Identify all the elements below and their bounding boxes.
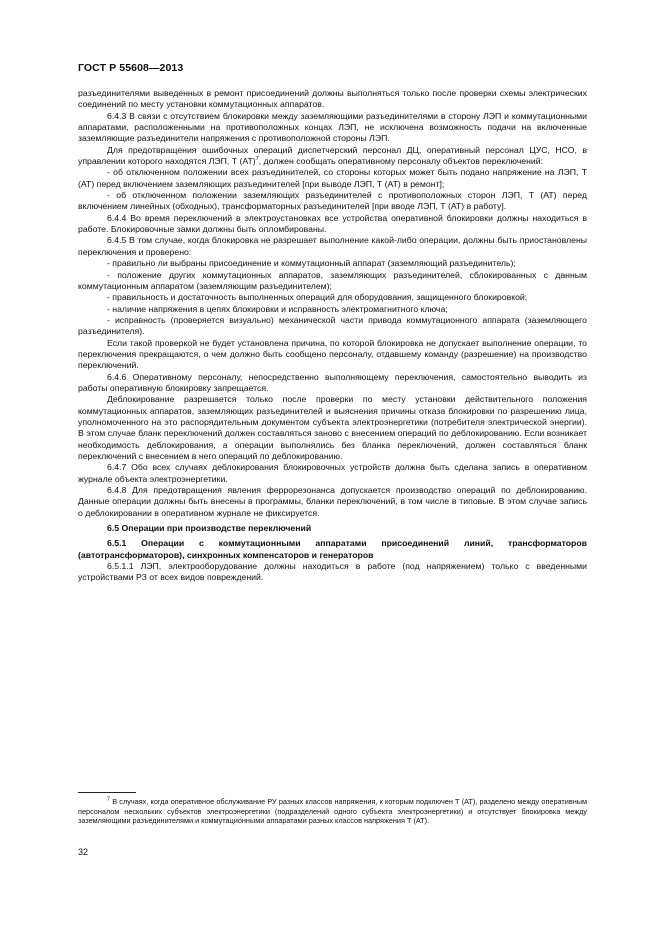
page-number: 32 — [78, 847, 89, 857]
document-body — [78, 88, 587, 584]
paragraph-text: , должен сообщать оперативному персоналу объектов переключений: — [258, 156, 544, 167]
list-item: - об отключенном положении заземляющих разъединителей с противоположных сторон ЛЭП, Т (АТ) перед включением линейных (обходных), трансформаторных разъединителей [при вводе ЛЭП, Т (АТ) в работу]. — [78, 190, 587, 212]
list-item: - наличие напряжения в цепях блокировки и исправность электромагнитного ключа; — [107, 303, 448, 314]
footnote-mark: 7 — [107, 796, 111, 803]
list-item: - исправность (проверяется визуально) механической части привода коммутационного аппарата (заземляющего разъединителя). — [78, 314, 587, 337]
paragraph: 6.4.7 Обо всех случаях деблокирования блокировочных устройств должна быть сделана запись в оперативном журнале объекта электроэнергетики. — [78, 462, 587, 484]
subsection-heading: 6.5.1 Операции с коммутационными аппаратами присоединений линий, трансформаторов (автотрансформаторов), синхронных компенсаторов и генераторов — [78, 538, 587, 560]
footnote-divider — [78, 792, 136, 793]
paragraph: 6.4.6 Оперативному персоналу, непосредственно выполняющему переключения, самостоятельно выводить из работы оперативную блокировку запрещается. — [78, 371, 587, 393]
paragraph: 6.4.3 В связи с отсутствием блокировки между заземляющими разъединителями в сторону ЛЭП и коммутационными аппаратами, расположенными на противоположных концах ЛЭП, не исключена возможность подачи на включенные заземляющие разъединители напряжения с противоположной стороны ЛЭП. — [78, 110, 587, 144]
paragraph: Если такой проверкой не будет установлена причина, по которой блокировка не допускает выполнение операции, то переключения прекращаются, о чем должно быть сообщено персоналу, отдавшему команду (разрешение) на производство переключений. — [78, 337, 587, 371]
paragraph: разъединителями выведенных в ремонт присоединений должны выполняться только после проверки схемы электрических соединений по месту установки коммутационных аппаратов. — [78, 88, 587, 110]
footnote-reference[interactable]: 7 — [255, 156, 259, 163]
document-header: ГОСТ Р 55608—2013 — [78, 62, 184, 74]
list-item: - правильность и достаточность выполненных операций для оборудования, защищенного блокировкой; — [107, 292, 528, 303]
paragraph: 6.5.1.1 ЛЭП, электрооборудование должны находиться в работе (под напряжением) только с введенными устройствами РЗ от всех видов повреждений. — [78, 561, 587, 583]
list-item: - правильно ли выбраны присоединение и коммутационный аппарат (заземляющий разъединитель); — [107, 258, 516, 269]
footnote-text: В случаях, когда оперативное обслуживание РУ разных классов напряжения, к которым подключен Т (АТ), разделено между оперативным персоналом нескольких субъектов электроэнергетики (подразделений одного субъекта электроэнергетики) и отсутствует блокировка между заземляющими разъединителями и коммутационными аппаратами разных классов напряжения Т (АТ). — [78, 797, 587, 826]
paragraph-text: Для предотвращения ошибочных операций диспетчерский персонал ДЦ, оперативный персонал ЦУС, НСО, в управлении которого находятся ЛЭП, Т (АТ) — [78, 144, 587, 167]
paragraph: 6.4.5 В том случае, когда блокировка не разрешает выполнение какой-либо операции, должны быть приостановлены переключения и проверено: — [78, 235, 587, 257]
list-item: - об отключенном положении всех разъединителей, со стороны которых может быть подано напряжение на ЛЭП, Т (АТ) перед включением заземляющих разъединителей [при выводе ЛЭП, Т (АТ) в ремонт]; — [78, 167, 587, 189]
section-heading: 6.5 Операции при производстве переключений — [107, 523, 312, 534]
paragraph: Деблокирование разрешается только после проверки по месту установки действительного положения коммутационных аппаратов, заземляющих разъединителей и выяснения причины отказа блокировки по разрешению лица, уполномоченного на это распорядительным документом субъекта электроэнергетики (потребителя электрической энергии). В этом случае бланк переключений должен составляться заново с внесением операций по деблокированию. Если возникает необходимость деблокирования, а операции выполнялись без бланка переключений, должен составляться бланк переключений с внесением в него операций по деблокированию. — [78, 394, 587, 461]
paragraph — [78, 145, 587, 168]
paragraph: 6.4.8 Для предотвращения явления феррорезонанса допускается производство операций по деблокированию. Данные операции должны быть внесены в программы, бланки переключений, в том числе в типовые. В этом случае запись о деблокировании в оперативном журнале не фиксируется. — [78, 485, 587, 518]
footnote — [78, 797, 587, 826]
list-item: - положение других коммутационных аппаратов, заземляющих разъединителей, сблокированных с данным коммутационным аппаратом (заземляющим разъединителем); — [78, 269, 587, 291]
paragraph: 6.4.4 Во время переключений в электроустановках все устройства оперативной блокировки должны находиться в работе. Блокировочные замки должны быть опломбированы. — [78, 212, 587, 235]
